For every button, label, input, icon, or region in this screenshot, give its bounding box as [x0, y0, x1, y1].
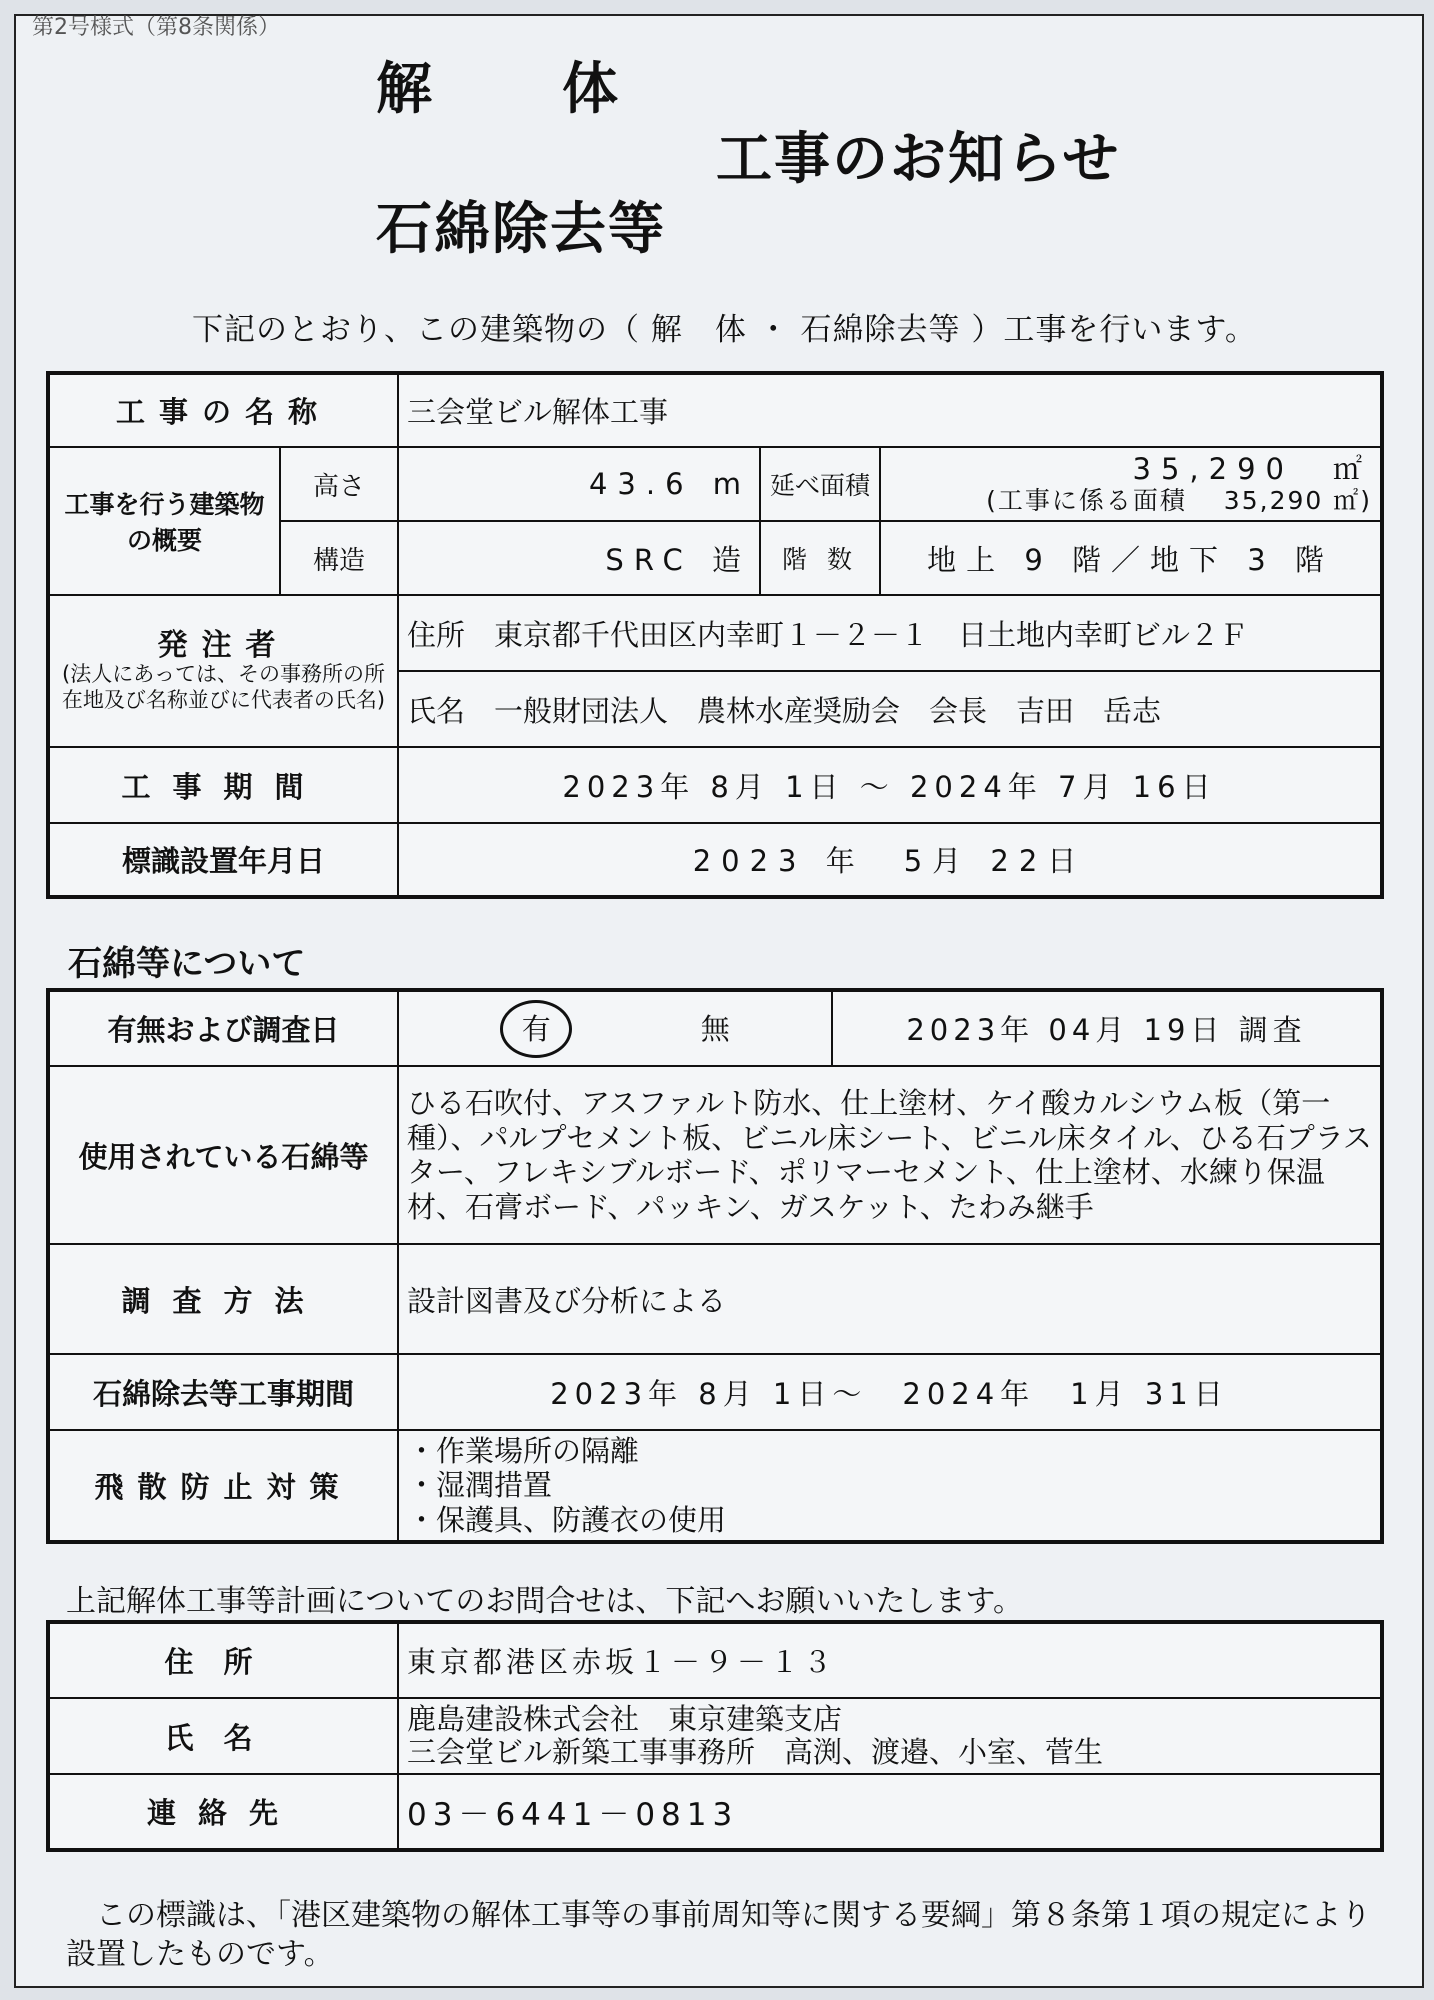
project-structure: SRC 造	[398, 521, 760, 595]
project-floors: 地上 9 階／地下 3 階	[880, 521, 1382, 595]
inquiry-name-cell	[398, 1698, 1382, 1774]
project-period: 2023年 8月 1日 ～ 2024年 7月 16日	[398, 747, 1382, 823]
label-inquiry-name: 氏名	[48, 1698, 398, 1774]
orderer-name: 氏名 一般財団法人 農林水産奨励会 会長 吉田 岳志	[398, 671, 1382, 747]
label-overview: 工事を行う建築物の概要	[48, 447, 280, 595]
removal-period: 2023年 8月 1日～ 2024年 1月 31日	[398, 1354, 1382, 1430]
asbestos-heading: 石綿等について	[68, 944, 306, 984]
survey-date: 2023年 04月 19日 調査	[832, 990, 1382, 1066]
measures-cell	[398, 1430, 1382, 1542]
inquiry-contact: 03－6441－0813	[398, 1774, 1382, 1850]
presence-cell	[398, 990, 832, 1066]
title-koji: 工事のお知らせ	[716, 127, 1121, 192]
asbestos-table	[46, 988, 1384, 1544]
measure-2: ・湿潤措置	[407, 1468, 553, 1503]
form-number: 第2号様式（第8条関係）	[32, 15, 280, 40]
label-height: 高さ	[280, 447, 398, 521]
project-name: 三会堂ビル解体工事	[398, 373, 1382, 447]
label-structure: 構造	[280, 521, 398, 595]
inquiry-table	[46, 1620, 1384, 1852]
title-kaitai: 解体	[376, 57, 748, 122]
project-height: 43.6 m	[398, 447, 760, 521]
inquiry-text: 上記解体工事等計画についてのお問合せは、下記へお願いいたします。	[66, 1584, 1023, 1619]
sign-date: 2023 年 5月 22日	[398, 823, 1382, 897]
label-orderer: 発注者	[157, 628, 290, 664]
label-presence: 有無および調査日	[48, 990, 398, 1066]
inquiry-name-line1: 鹿島建設株式会社 東京建築支店	[407, 1701, 843, 1736]
project-table	[46, 371, 1384, 899]
inquiry-address: 東京都港区赤坂１－９－１３	[398, 1622, 1382, 1698]
label-inquiry-address: 住所	[48, 1622, 398, 1698]
label-used: 使用されている石綿等	[48, 1066, 398, 1244]
label-removal-period: 石綿除去等工事期間	[48, 1354, 398, 1430]
title-sekimen: 石綿除去等	[376, 197, 666, 262]
project-area-sub: (工事に係る面積 35,290 ㎡)	[986, 486, 1372, 516]
project-area: 35,290 ㎡	[1132, 451, 1372, 486]
inquiry-name-line2: 三会堂ビル新築工事事務所 高渕、渡邉、小室、菅生	[407, 1735, 1104, 1769]
label-period: 工事期間	[48, 747, 398, 823]
measure-3: ・保護具、防護衣の使用	[407, 1502, 727, 1537]
presence-yes: 有	[500, 1000, 572, 1058]
label-floors: 階 数	[760, 521, 880, 595]
footer-note	[66, 1896, 1396, 1974]
label-contact: 連絡先	[48, 1774, 398, 1850]
label-project-name: 工事の名称	[48, 373, 398, 447]
orderer-cell	[48, 595, 398, 747]
label-area: 延べ面積	[760, 447, 880, 521]
label-method: 調査方法	[48, 1244, 398, 1354]
area-cell	[880, 447, 1382, 521]
orderer-note: (法人にあっては、その事務所の所在地及び名称並びに代表者の氏名)	[61, 662, 386, 712]
label-measures: 飛散防止対策	[48, 1430, 398, 1542]
used-materials: ひる石吹付、アスファルト防水、仕上塗材、ケイ酸カルシウム板（第一種）、パルプセメント板、ビニル床シート、ビニル床タイル、ひる石プラスター、フレキシブルボード、ポリマーセメント、仕上塗材、水練り保温材、石膏ボード、パッキン、ガスケット、たわみ継手	[398, 1066, 1382, 1244]
notice-sheet	[14, 14, 1424, 1988]
lead-text: 下記のとおり、この建築物の（ 解 体 ・ 石綿除去等 ）工事を行います。	[192, 312, 1257, 348]
measure-1: ・作業場所の隔離	[407, 1434, 640, 1469]
survey-method: 設計図書及び分析による	[398, 1244, 1382, 1354]
label-sign-date: 標識設置年月日	[48, 823, 398, 897]
presence-no: 無	[700, 1011, 730, 1046]
footer-text: この標識は、「港区建築物の解体工事等の事前周知等に関する要綱」第８条第１項の規定により設置したものです。	[66, 1898, 1371, 1972]
orderer-address: 住所 東京都千代田区内幸町１－２－１ 日土地内幸町ビル２Ｆ	[398, 595, 1382, 671]
